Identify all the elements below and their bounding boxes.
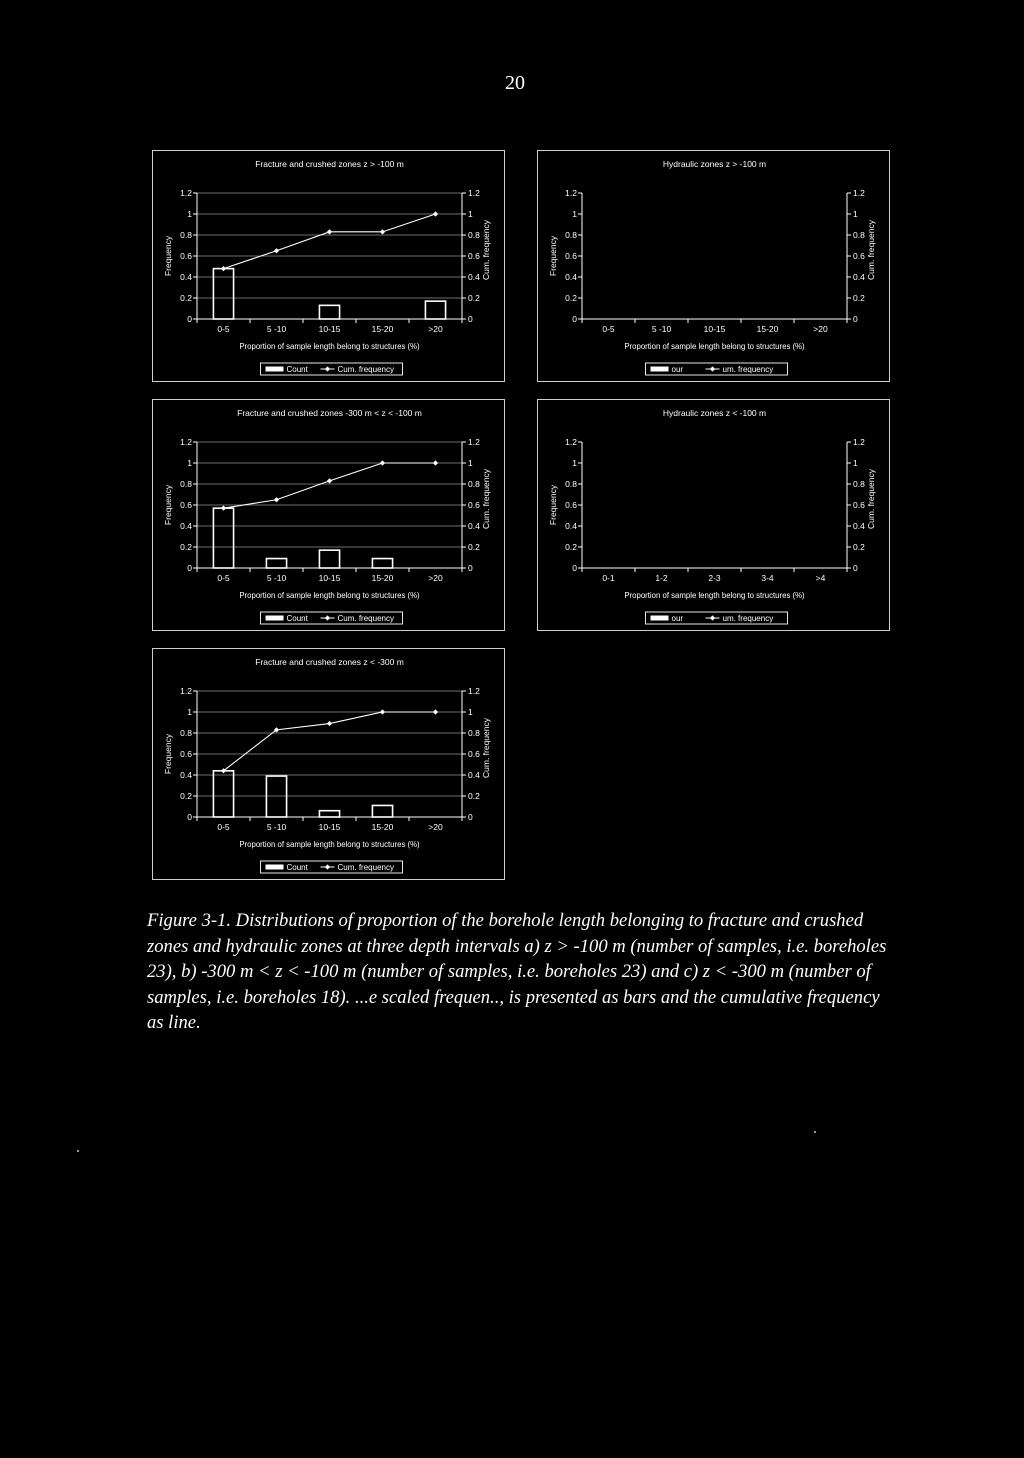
chart-title: Hydraulic zones z < -100 m [662, 408, 767, 418]
y-tick-label-left: 0.4 [180, 521, 192, 531]
point-cum-frequency [327, 478, 332, 483]
y-tick-label-right: 0.8 [468, 728, 480, 738]
y-tick-label-right: 1.2 [468, 437, 480, 447]
y-tick-label-left: 1.2 [565, 188, 577, 198]
bar-count [319, 811, 339, 817]
y-tick-label-left: 1.2 [180, 437, 192, 447]
legend-swatch-bar [651, 616, 669, 621]
y-tick-label-right: 1 [468, 458, 473, 468]
legend-label-bar: Count [286, 614, 308, 623]
x-tick-label: 5 -10 [266, 573, 287, 583]
x-tick-label: 5 -10 [266, 324, 287, 334]
y-tick-label-left: 0.6 [180, 500, 192, 510]
x-tick-label: 0-5 [217, 324, 230, 334]
bar-count [213, 771, 233, 817]
bar-count [425, 301, 445, 319]
x-tick-label: >4 [815, 573, 826, 583]
x-tick-label: >20 [428, 573, 443, 583]
y2-axis-label: Cum. frequency [866, 469, 876, 529]
y-tick-label-right: 1.2 [853, 437, 865, 447]
x-tick-label: 0-5 [217, 573, 230, 583]
x-tick-label: 10-15 [703, 324, 726, 334]
legend-label-bar: Count [286, 863, 308, 872]
y-tick-label-right: 1 [468, 707, 473, 717]
y-tick-label-right: 0.4 [468, 770, 480, 780]
bar-count [372, 559, 392, 568]
y-tick-label-right: 0 [468, 563, 473, 573]
y2-axis-label: Cum. frequency [481, 220, 491, 280]
x-tick-label: 10-15 [318, 324, 341, 334]
y-tick-label-left: 0.8 [180, 230, 192, 240]
chart-fracture-zones-below-300 [152, 648, 505, 880]
point-cum-frequency [221, 506, 226, 511]
chart-fracture-zones-above-100 [152, 150, 505, 382]
x-axis-label: Proportion of sample length belong to structures (%) [239, 591, 420, 600]
y-tick-label-right: 1 [853, 458, 858, 468]
chart-title: Fracture and crushed zones z < -300 m [255, 657, 404, 667]
legend-label-line: um. frequency [722, 365, 774, 374]
chart-title: Fracture and crushed zones z > -100 m [255, 159, 404, 169]
y-tick-label-right: 0 [468, 812, 473, 822]
y-tick-label-left: 0.4 [565, 272, 577, 282]
legend-swatch-marker [710, 366, 715, 371]
legend-label-bar: our [671, 614, 684, 623]
y-axis-label: Frequency [548, 484, 558, 526]
point-cum-frequency [274, 497, 279, 502]
point-cum-frequency [221, 266, 226, 271]
y-tick-label-left: 0.6 [565, 251, 577, 261]
x-tick-label: 0-1 [602, 573, 615, 583]
x-axis-label: Proportion of sample length belong to structures (%) [239, 342, 420, 351]
y-tick-label-right: 0.2 [853, 542, 865, 552]
y-tick-label-left: 0 [572, 314, 577, 324]
y-tick-label-left: 0.4 [180, 272, 192, 282]
x-tick-label: 0-5 [602, 324, 615, 334]
y-tick-label-right: 0.6 [853, 251, 865, 261]
x-tick-label: 15-20 [756, 324, 779, 334]
y-tick-label-left: 0.2 [180, 542, 192, 552]
x-tick-label: >20 [428, 822, 443, 832]
y2-axis-label: Cum. frequency [866, 220, 876, 280]
chart-svg-2 [153, 400, 504, 630]
y2-axis-label: Cum. frequency [481, 718, 491, 778]
x-tick-label: 15-20 [371, 573, 394, 583]
y-axis-label: Frequency [163, 484, 173, 526]
y-tick-label-right: 0.4 [468, 272, 480, 282]
y-tick-label-right: 0.4 [468, 521, 480, 531]
y-tick-label-left: 1 [572, 209, 577, 219]
x-axis-label: Proportion of sample length belong to structures (%) [624, 342, 805, 351]
line-cum-frequency [224, 712, 436, 771]
y-tick-label-left: 0.4 [565, 521, 577, 531]
y-tick-label-right: 0.2 [853, 293, 865, 303]
x-axis-label: Proportion of sample length belong to structures (%) [239, 840, 420, 849]
y-tick-label-left: 0.8 [565, 230, 577, 240]
x-axis-label: Proportion of sample length belong to structures (%) [624, 591, 805, 600]
point-cum-frequency [380, 460, 385, 465]
figure-caption: Figure 3-1. Distributions of proportion of the borehole length belonging to fracture and crushed zones and hydraulic zones at three depth intervals a) z > -100 m (number of samples, i.e. boreholes 23), b) -300 m < z < -100 m (number of samples, i.e. boreholes 23) and c) z < -300 m (number of samples, i.e. boreholes 18). ...e scaled frequen.., is presented as bars and the cumulative frequency as line. [147, 910, 887, 1033]
y-tick-label-right: 0.6 [468, 500, 480, 510]
point-cum-frequency [274, 248, 279, 253]
chart-svg-1 [538, 151, 889, 381]
page-number: 20 [505, 72, 525, 94]
point-cum-frequency [380, 709, 385, 714]
y-tick-label-right: 1.2 [468, 188, 480, 198]
chart-svg-4 [153, 649, 504, 879]
point-cum-frequency [380, 229, 385, 234]
x-tick-label: 3-4 [761, 573, 774, 583]
point-cum-frequency [327, 229, 332, 234]
legend-label-bar: our [671, 365, 684, 374]
y-tick-label-right: 1 [853, 209, 858, 219]
legend-label-line: Cum. frequency [337, 614, 394, 623]
chart-hydraulic-zones-below-100 [537, 399, 890, 631]
y-tick-label-left: 1.2 [565, 437, 577, 447]
y-tick-label-right: 0.2 [468, 542, 480, 552]
x-tick-label: 5 -10 [266, 822, 287, 832]
y-tick-label-left: 1 [187, 458, 192, 468]
y-tick-label-right: 0.2 [468, 791, 480, 801]
bar-count [319, 305, 339, 319]
legend-swatch-bar [266, 367, 284, 372]
y-tick-label-right: 0.4 [853, 272, 865, 282]
x-tick-label: >20 [428, 324, 443, 334]
bar-count [213, 269, 233, 319]
y-tick-label-right: 0.6 [853, 500, 865, 510]
y-tick-label-left: 0.8 [180, 728, 192, 738]
bar-count [266, 776, 286, 817]
y-tick-label-right: 0.8 [468, 479, 480, 489]
y-tick-label-left: 1 [572, 458, 577, 468]
chart-hydraulic-zones-above-100 [537, 150, 890, 382]
bar-count [319, 550, 339, 568]
y-tick-label-left: 0.6 [565, 500, 577, 510]
y-tick-label-right: 1 [468, 209, 473, 219]
y-tick-label-left: 0.4 [180, 770, 192, 780]
y-tick-label-left: 1 [187, 209, 192, 219]
legend-swatch-bar [266, 865, 284, 870]
x-tick-label: 10-15 [318, 822, 341, 832]
y-tick-label-left: 0.8 [565, 479, 577, 489]
y-tick-label-right: 0.8 [853, 230, 865, 240]
legend-swatch-marker [325, 864, 330, 869]
y-tick-label-right: 0 [853, 314, 858, 324]
bar-count [213, 508, 233, 568]
point-cum-frequency [433, 460, 438, 465]
x-tick-label: 0-5 [217, 822, 230, 832]
chart-fracture-zones-300-to-100 [152, 399, 505, 631]
line-cum-frequency [224, 214, 436, 269]
y-tick-label-left: 1.2 [180, 686, 192, 696]
y-tick-label-right: 0.6 [468, 251, 480, 261]
chart-title: Hydraulic zones z > -100 m [662, 159, 767, 169]
x-tick-label: 5 -10 [651, 324, 672, 334]
y-tick-label-left: 0.6 [180, 251, 192, 261]
y-tick-label-right: 0.2 [468, 293, 480, 303]
chart-svg-3 [538, 400, 889, 630]
y-axis-label: Frequency [163, 733, 173, 775]
y-tick-label-left: 0 [187, 314, 192, 324]
y-axis-label: Frequency [548, 235, 558, 277]
x-tick-label: 2-3 [708, 573, 721, 583]
legend-swatch-bar [651, 367, 669, 372]
x-tick-label: >20 [813, 324, 828, 334]
legend-swatch-marker [325, 615, 330, 620]
legend-swatch-marker [710, 615, 715, 620]
bar-count [266, 559, 286, 568]
y-tick-label-right: 0.6 [468, 749, 480, 759]
y-tick-label-right: 1.2 [468, 686, 480, 696]
x-tick-label: 15-20 [371, 324, 394, 334]
chart-svg-0 [153, 151, 504, 381]
y-tick-label-left: 0.6 [180, 749, 192, 759]
y2-axis-label: Cum. frequency [481, 469, 491, 529]
y-tick-label-left: 0 [187, 563, 192, 573]
legend-label-bar: Count [286, 365, 308, 374]
y-tick-label-left: 1 [187, 707, 192, 717]
y-tick-label-right: 0 [468, 314, 473, 324]
x-tick-label: 1-2 [655, 573, 668, 583]
y-axis-label: Frequency [163, 235, 173, 277]
legend-label-line: Cum. frequency [337, 365, 394, 374]
point-cum-frequency [433, 211, 438, 216]
y-tick-label-left: 0.8 [180, 479, 192, 489]
point-cum-frequency [327, 721, 332, 726]
line-cum-frequency [224, 463, 436, 508]
y-tick-label-left: 0.2 [180, 791, 192, 801]
y-tick-label-right: 1.2 [853, 188, 865, 198]
scan-speck-left [77, 1150, 79, 1152]
y-tick-label-left: 0 [572, 563, 577, 573]
scan-speck-right [814, 1131, 816, 1133]
y-tick-label-left: 1.2 [180, 188, 192, 198]
legend-swatch-bar [266, 616, 284, 621]
y-tick-label-right: 0.4 [853, 521, 865, 531]
y-tick-label-left: 0.2 [180, 293, 192, 303]
legend-swatch-marker [325, 366, 330, 371]
y-tick-label-right: 0 [853, 563, 858, 573]
legend-label-line: um. frequency [722, 614, 774, 623]
point-cum-frequency [433, 709, 438, 714]
y-tick-label-right: 0.8 [853, 479, 865, 489]
x-tick-label: 15-20 [371, 822, 394, 832]
y-tick-label-left: 0 [187, 812, 192, 822]
chart-title: Fracture and crushed zones -300 m < z < -100 m [237, 408, 422, 418]
bar-count [372, 805, 392, 817]
y-tick-label-left: 0.2 [565, 542, 577, 552]
y-tick-label-left: 0.2 [565, 293, 577, 303]
y-tick-label-right: 0.8 [468, 230, 480, 240]
legend-label-line: Cum. frequency [337, 863, 394, 872]
x-tick-label: 10-15 [318, 573, 341, 583]
